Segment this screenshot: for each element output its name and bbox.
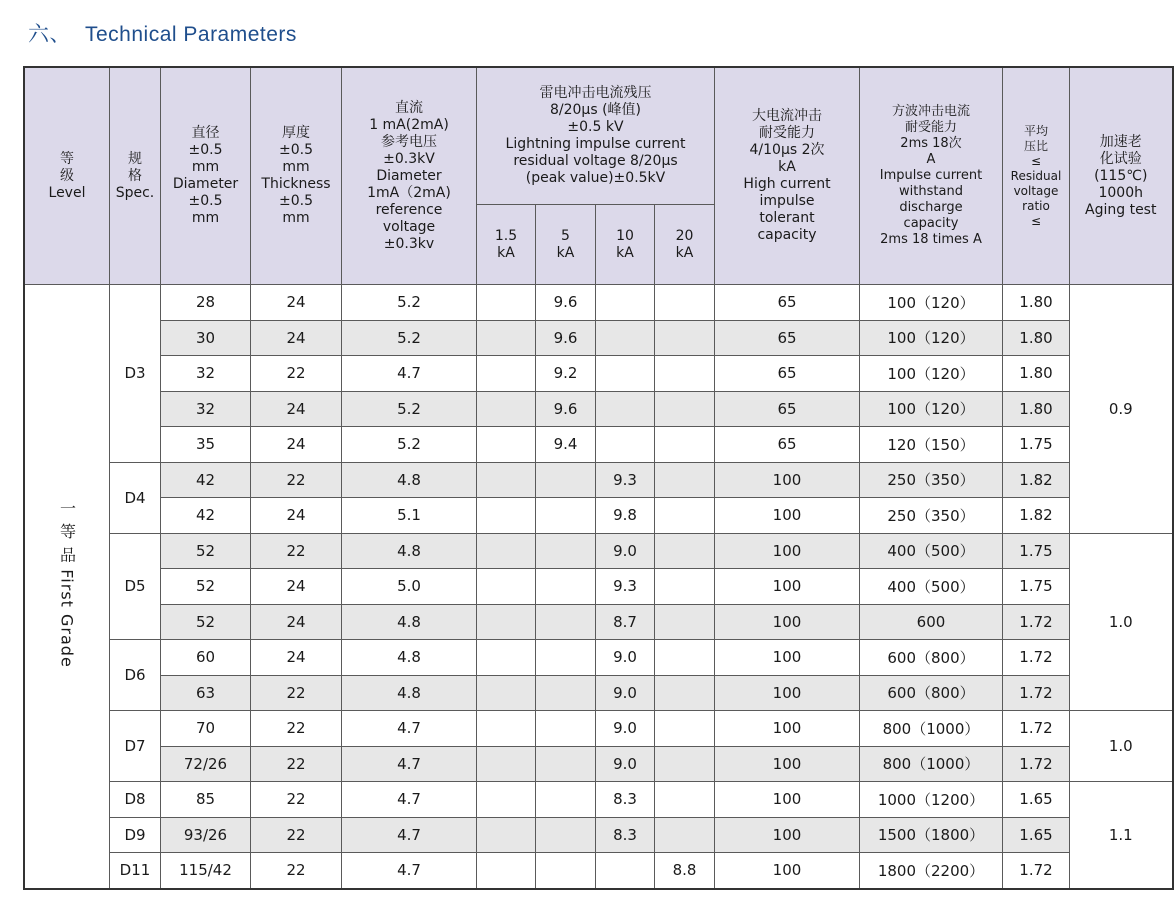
residual-1.5ka xyxy=(477,462,536,498)
high-current: 100 xyxy=(715,569,860,605)
residual-5ka xyxy=(536,746,596,782)
diameter: 70 xyxy=(161,711,251,747)
table-row xyxy=(24,427,1173,463)
voltage-ratio: 1.80 xyxy=(1003,391,1070,427)
residual-5ka xyxy=(536,498,596,534)
residual-10ka: 9.0 xyxy=(596,746,655,782)
residual-1.5ka xyxy=(477,569,536,605)
header-20ka xyxy=(655,205,715,285)
residual-10ka: 9.0 xyxy=(596,675,655,711)
header-5ka xyxy=(536,205,596,285)
spec-cell: D5 xyxy=(110,533,161,640)
residual-20ka xyxy=(655,320,715,356)
diameter: 30 xyxy=(161,320,251,356)
header-line: 等 xyxy=(60,150,74,167)
square-wave: 400（500） xyxy=(860,533,1003,569)
header-line: kA xyxy=(778,159,796,175)
high-current: 100 xyxy=(715,711,860,747)
table-row xyxy=(24,391,1173,427)
thickness: 22 xyxy=(251,746,342,782)
high-current: 65 xyxy=(715,356,860,392)
diameter: 60 xyxy=(161,640,251,676)
header-line: ≤ xyxy=(1030,213,1042,228)
header-diameter xyxy=(161,67,251,285)
table-row xyxy=(24,817,1173,853)
header-line: A xyxy=(926,152,936,167)
thickness: 22 xyxy=(251,356,342,392)
header-line: 雷电冲击电流残压 xyxy=(539,85,652,101)
residual-1.5ka xyxy=(477,782,536,818)
thickness: 24 xyxy=(251,427,342,463)
diameter: 28 xyxy=(161,285,251,321)
high-current: 100 xyxy=(715,675,860,711)
dc-voltage: 4.7 xyxy=(342,853,477,889)
diameter: 32 xyxy=(161,356,251,392)
residual-20ka xyxy=(655,427,715,463)
diameter: 63 xyxy=(161,675,251,711)
diameter: 32 xyxy=(161,391,251,427)
header-line: 压比 xyxy=(1023,138,1048,153)
header-line: tolerant xyxy=(759,210,815,226)
header-line: ±0.3kV xyxy=(383,150,435,167)
residual-1.5ka xyxy=(477,498,536,534)
square-wave: 400（500） xyxy=(860,569,1003,605)
high-current: 100 xyxy=(715,604,860,640)
header-line: 1.5 xyxy=(494,227,518,244)
thickness: 22 xyxy=(251,817,342,853)
grade-cell xyxy=(24,285,110,889)
header-line: Impulse current xyxy=(879,168,983,183)
voltage-ratio: 1.80 xyxy=(1003,320,1070,356)
high-current: 65 xyxy=(715,427,860,463)
header-line: 大电流冲击 xyxy=(752,108,822,124)
table-body xyxy=(24,285,1173,889)
header-line: 级 xyxy=(60,167,74,184)
high-current: 100 xyxy=(715,853,860,889)
residual-1.5ka xyxy=(477,817,536,853)
voltage-ratio: 1.65 xyxy=(1003,782,1070,818)
header-line: Level xyxy=(48,184,86,201)
high-current: 100 xyxy=(715,782,860,818)
header-line: withstand xyxy=(899,184,963,199)
thickness: 22 xyxy=(251,711,342,747)
header-line: reference xyxy=(375,201,443,218)
header-line: 1 mA(2mA) xyxy=(369,116,449,133)
voltage-ratio: 1.82 xyxy=(1003,462,1070,498)
residual-10ka: 9.0 xyxy=(596,711,655,747)
residual-20ka xyxy=(655,356,715,392)
residual-20ka xyxy=(655,533,715,569)
thickness: 22 xyxy=(251,462,342,498)
residual-20ka xyxy=(655,746,715,782)
header-line: ±0.5 xyxy=(279,142,313,158)
dc-voltage: 5.2 xyxy=(342,285,477,321)
header-line: voltage xyxy=(1013,183,1059,198)
voltage-ratio: 1.72 xyxy=(1003,604,1070,640)
residual-10ka xyxy=(596,853,655,889)
header-level xyxy=(24,67,110,285)
residual-5ka: 9.2 xyxy=(536,356,596,392)
residual-20ka xyxy=(655,604,715,640)
residual-5ka xyxy=(536,817,596,853)
header-line: Aging test xyxy=(1085,201,1157,218)
diameter: 52 xyxy=(161,533,251,569)
square-wave: 120（150） xyxy=(860,427,1003,463)
header-lightning-residual-voltage xyxy=(477,67,715,205)
voltage-ratio: 1.72 xyxy=(1003,711,1070,747)
section-title: Technical Parameters xyxy=(85,23,297,46)
table-row xyxy=(24,498,1173,534)
header-line: 2ms 18 times A xyxy=(880,232,982,247)
header-line: 5 xyxy=(561,227,570,244)
voltage-ratio: 1.75 xyxy=(1003,533,1070,569)
table-row xyxy=(24,462,1173,498)
spec-cell: D9 xyxy=(110,817,161,853)
diameter: 42 xyxy=(161,498,251,534)
thickness: 22 xyxy=(251,853,342,889)
diameter: 93/26 xyxy=(161,817,251,853)
header-line: 规 xyxy=(128,150,142,167)
residual-10ka: 9.0 xyxy=(596,640,655,676)
header-line: (115℃) xyxy=(1094,167,1148,184)
header-line: 直流 xyxy=(395,99,423,116)
dc-voltage: 4.7 xyxy=(342,746,477,782)
square-wave: 250（350） xyxy=(860,498,1003,534)
thickness: 22 xyxy=(251,675,342,711)
header-line: mm xyxy=(282,159,310,175)
thickness: 24 xyxy=(251,640,342,676)
header-line: discharge xyxy=(899,200,963,215)
table-row xyxy=(24,604,1173,640)
high-current: 100 xyxy=(715,746,860,782)
residual-1.5ka xyxy=(477,853,536,889)
residual-10ka: 9.3 xyxy=(596,462,655,498)
residual-10ka: 9.3 xyxy=(596,569,655,605)
header-line: 10 xyxy=(616,227,634,244)
residual-5ka: 9.6 xyxy=(536,285,596,321)
residual-1.5ka xyxy=(477,320,536,356)
high-current: 65 xyxy=(715,391,860,427)
header-line: (peak value)±0.5kV xyxy=(525,170,666,186)
residual-1.5ka xyxy=(477,711,536,747)
high-current: 100 xyxy=(715,640,860,676)
header-line: capacity xyxy=(757,227,817,243)
thickness: 24 xyxy=(251,320,342,356)
header-spec xyxy=(110,67,161,285)
residual-10ka xyxy=(596,427,655,463)
square-wave: 600（800） xyxy=(860,675,1003,711)
dc-voltage: 4.8 xyxy=(342,640,477,676)
grade-label: 一 等 品 First Grade xyxy=(57,500,77,669)
header-line: ≤ xyxy=(1030,153,1042,168)
aging-cell: 1.0 xyxy=(1070,711,1173,782)
header-1.5ka xyxy=(477,205,536,285)
section-number: 六、 xyxy=(28,23,71,46)
residual-10ka: 9.0 xyxy=(596,533,655,569)
header-line: 加速老 xyxy=(1099,133,1142,150)
residual-20ka xyxy=(655,817,715,853)
header-line: 化试验 xyxy=(1099,150,1142,167)
header-line: 厚度 xyxy=(282,125,310,141)
high-current: 100 xyxy=(715,462,860,498)
header-voltage-ratio xyxy=(1003,67,1070,285)
residual-1.5ka xyxy=(477,356,536,392)
high-current: 65 xyxy=(715,320,860,356)
thickness: 24 xyxy=(251,604,342,640)
header-line: 耐受能力 xyxy=(904,120,957,135)
voltage-ratio: 1.72 xyxy=(1003,675,1070,711)
voltage-ratio: 1.75 xyxy=(1003,569,1070,605)
aging-cell: 1.1 xyxy=(1070,782,1173,889)
diameter: 72/26 xyxy=(161,746,251,782)
residual-1.5ka xyxy=(477,746,536,782)
aging-cell: 1.0 xyxy=(1070,533,1173,711)
header-line: kA xyxy=(675,244,694,261)
dc-voltage: 4.7 xyxy=(342,356,477,392)
dc-voltage: 4.8 xyxy=(342,462,477,498)
residual-5ka xyxy=(536,711,596,747)
voltage-ratio: 1.80 xyxy=(1003,285,1070,321)
header-line: 参考电压 xyxy=(381,133,437,150)
square-wave: 100（120） xyxy=(860,391,1003,427)
residual-10ka xyxy=(596,320,655,356)
residual-5ka: 9.6 xyxy=(536,320,596,356)
residual-20ka xyxy=(655,782,715,818)
residual-1.5ka xyxy=(477,285,536,321)
square-wave: 100（120） xyxy=(860,356,1003,392)
header-line: Thickness xyxy=(261,176,331,192)
table-row xyxy=(24,853,1173,889)
residual-1.5ka xyxy=(477,391,536,427)
header-line: 平均 xyxy=(1023,123,1048,138)
residual-20ka: 8.8 xyxy=(655,853,715,889)
dc-voltage: 5.2 xyxy=(342,391,477,427)
residual-10ka: 8.3 xyxy=(596,782,655,818)
high-current: 100 xyxy=(715,533,860,569)
high-current: 100 xyxy=(715,498,860,534)
residual-20ka xyxy=(655,285,715,321)
voltage-ratio: 1.75 xyxy=(1003,427,1070,463)
spec-cell: D7 xyxy=(110,711,161,782)
residual-10ka xyxy=(596,285,655,321)
header-line: mm xyxy=(191,210,220,226)
square-wave: 800（1000） xyxy=(860,711,1003,747)
residual-5ka xyxy=(536,675,596,711)
square-wave: 600（800） xyxy=(860,640,1003,676)
voltage-ratio: 1.65 xyxy=(1003,817,1070,853)
diameter: 115/42 xyxy=(161,853,251,889)
table-row xyxy=(24,711,1173,747)
dc-voltage: 5.1 xyxy=(342,498,477,534)
residual-5ka: 9.6 xyxy=(536,391,596,427)
header-line: 8/20μs (峰值) xyxy=(549,102,641,118)
residual-20ka xyxy=(655,498,715,534)
header-line: ±0.5 xyxy=(279,193,313,209)
residual-5ka xyxy=(536,533,596,569)
dc-voltage: 4.8 xyxy=(342,533,477,569)
residual-5ka xyxy=(536,604,596,640)
square-wave: 1000（1200） xyxy=(860,782,1003,818)
voltage-ratio: 1.80 xyxy=(1003,356,1070,392)
residual-10ka xyxy=(596,356,655,392)
residual-1.5ka xyxy=(477,427,536,463)
diameter: 85 xyxy=(161,782,251,818)
header-line: 方波冲击电流 xyxy=(891,104,970,119)
table-row xyxy=(24,533,1173,569)
dc-voltage: 4.7 xyxy=(342,817,477,853)
page-title xyxy=(28,18,297,48)
header-line: kA xyxy=(497,244,515,261)
dc-voltage: 4.8 xyxy=(342,675,477,711)
table-row xyxy=(24,640,1173,676)
header-10ka xyxy=(596,205,655,285)
residual-5ka xyxy=(536,569,596,605)
diameter: 35 xyxy=(161,427,251,463)
header-line: Diameter xyxy=(172,176,239,192)
header-line: 格 xyxy=(128,167,142,184)
header-line: residual voltage 8/20μs xyxy=(513,153,678,169)
square-wave: 100（120） xyxy=(860,285,1003,321)
spec-cell: D3 xyxy=(110,285,161,463)
header-line: ratio xyxy=(1022,198,1050,213)
square-wave: 1800（2200） xyxy=(860,853,1003,889)
residual-20ka xyxy=(655,711,715,747)
spec-cell: D8 xyxy=(110,782,161,818)
residual-5ka xyxy=(536,462,596,498)
square-wave: 1500（1800） xyxy=(860,817,1003,853)
header-line: ±0.5 xyxy=(188,142,223,158)
residual-1.5ka xyxy=(477,640,536,676)
header-line: mm xyxy=(191,159,220,175)
aging-cell: 0.9 xyxy=(1070,285,1173,534)
thickness: 24 xyxy=(251,498,342,534)
table-row xyxy=(24,782,1173,818)
header-line: voltage xyxy=(382,218,436,235)
square-wave: 800（1000） xyxy=(860,746,1003,782)
dc-voltage: 5.2 xyxy=(342,320,477,356)
thickness: 24 xyxy=(251,285,342,321)
dc-voltage: 4.7 xyxy=(342,782,477,818)
dc-voltage: 5.0 xyxy=(342,569,477,605)
parameters-table xyxy=(23,66,1174,890)
residual-5ka xyxy=(536,782,596,818)
residual-1.5ka xyxy=(477,604,536,640)
residual-5ka xyxy=(536,853,596,889)
spec-cell: D6 xyxy=(110,640,161,711)
header-line: 1mA（2mA) xyxy=(367,184,451,201)
dc-voltage: 4.7 xyxy=(342,711,477,747)
residual-20ka xyxy=(655,462,715,498)
header-line: 4/10μs 2次 xyxy=(749,142,825,158)
residual-1.5ka xyxy=(477,675,536,711)
spec-cell: D11 xyxy=(110,853,161,889)
residual-1.5ka xyxy=(477,533,536,569)
header-line: ±0.3kv xyxy=(383,235,435,252)
residual-5ka xyxy=(536,640,596,676)
header-thickness xyxy=(251,67,342,285)
header-line: 耐受能力 xyxy=(759,125,815,141)
diameter: 52 xyxy=(161,604,251,640)
header-line: ±0.5 kV xyxy=(567,119,624,135)
voltage-ratio: 1.72 xyxy=(1003,853,1070,889)
header-line: 1000h xyxy=(1098,184,1143,201)
header-line: ±0.5 xyxy=(188,193,223,209)
header-line: kA xyxy=(556,244,575,261)
residual-10ka: 9.8 xyxy=(596,498,655,534)
residual-5ka: 9.4 xyxy=(536,427,596,463)
diameter: 52 xyxy=(161,569,251,605)
voltage-ratio: 1.82 xyxy=(1003,498,1070,534)
table-row xyxy=(24,569,1173,605)
header-line: kA xyxy=(616,244,634,261)
header-line: Residual xyxy=(1010,168,1062,183)
header-line: capacity xyxy=(903,216,959,231)
table-row xyxy=(24,356,1173,392)
voltage-ratio: 1.72 xyxy=(1003,746,1070,782)
residual-20ka xyxy=(655,675,715,711)
header-line: Diameter xyxy=(376,167,442,184)
table-row xyxy=(24,285,1173,321)
header-aging-test xyxy=(1070,67,1173,285)
header-high-current xyxy=(715,67,860,285)
table-row xyxy=(24,675,1173,711)
residual-20ka xyxy=(655,391,715,427)
header-line: Lightning impulse current xyxy=(505,136,686,152)
table-row xyxy=(24,320,1173,356)
thickness: 22 xyxy=(251,533,342,569)
header-line: 直径 xyxy=(191,125,220,141)
header-line: High current xyxy=(743,176,831,192)
header-line: mm xyxy=(282,210,310,226)
thickness: 22 xyxy=(251,782,342,818)
spec-cell: D4 xyxy=(110,462,161,533)
square-wave: 250（350） xyxy=(860,462,1003,498)
header-line: impulse xyxy=(759,193,815,209)
header-line: Spec. xyxy=(115,184,155,201)
square-wave: 100（120） xyxy=(860,320,1003,356)
residual-10ka xyxy=(596,391,655,427)
header-dc-reference-voltage xyxy=(342,67,477,285)
dc-voltage: 4.8 xyxy=(342,604,477,640)
dc-voltage: 5.2 xyxy=(342,427,477,463)
diameter: 42 xyxy=(161,462,251,498)
square-wave: 600 xyxy=(860,604,1003,640)
residual-20ka xyxy=(655,569,715,605)
header-line: 2ms 18次 xyxy=(900,136,962,151)
residual-20ka xyxy=(655,640,715,676)
thickness: 24 xyxy=(251,569,342,605)
header-line: 20 xyxy=(675,227,694,244)
table-row xyxy=(24,746,1173,782)
high-current: 65 xyxy=(715,285,860,321)
thickness: 24 xyxy=(251,391,342,427)
residual-10ka: 8.7 xyxy=(596,604,655,640)
residual-10ka: 8.3 xyxy=(596,817,655,853)
header-square-wave xyxy=(860,67,1003,285)
voltage-ratio: 1.72 xyxy=(1003,640,1070,676)
high-current: 100 xyxy=(715,817,860,853)
